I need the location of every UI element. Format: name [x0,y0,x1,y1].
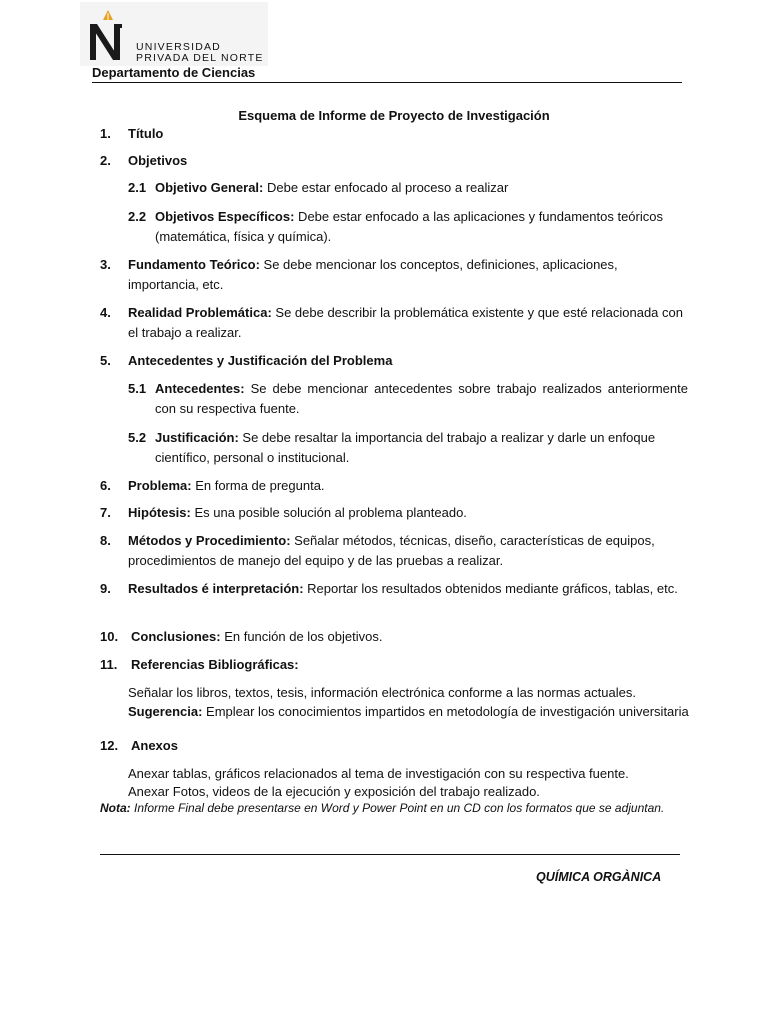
section-title: Título [128,126,164,141]
section-number: 5.1 [128,381,147,396]
section-text: Se debe describir la problemática existente y que esté relacionada con el trabajo a realizar. [128,305,683,340]
footer-divider [100,854,680,855]
section-number: 6. [100,478,111,493]
section-title: Objetivo General: [155,180,264,195]
section-number: 2. [100,153,111,168]
footnote [100,800,690,816]
section-title: Objetivos Específicos: [155,209,295,224]
logo-line-1: UNIVERSIDAD [136,41,221,53]
section-title: Fundamento Teórico: [128,257,260,272]
section-4 [100,303,690,343]
section-title: Antecedentes y Justificación del Problema [128,353,393,368]
section-text: Es una posible solución al problema planteado. [190,505,467,520]
section-number: 10. [100,629,119,644]
section-12 [100,736,690,756]
section-8 [100,531,690,571]
section-title: Métodos y Procedimiento: [128,533,291,548]
department-name: Departamento de Ciencias [92,65,256,80]
document-title: Esquema de Informe de Proyecto de Investigación [238,108,550,123]
section-title: Referencias Bibliográficas: [131,657,299,672]
section-5-1 [128,379,688,419]
section-number: 8. [100,533,111,548]
section-number: 5. [100,353,111,368]
section-number: 1. [100,126,111,141]
section-number: 2.2 [128,209,147,224]
section-title: Anexos [131,738,178,753]
annex-line-1: Anexar tablas, gráficos relacionados al tema de investigación con su respectiva fuente. [128,766,629,781]
section-2-1 [128,178,688,198]
section-number: 7. [100,505,111,520]
section-text: Reportar los resultados obtenidos mediante gráficos, tablas, etc. [303,581,678,596]
section-number: 3. [100,257,111,272]
section-text: Debe estar enfocado a las aplicaciones y fundamentos teóricos (matemática, física y química). [155,209,663,244]
section-title: Justificación: [155,430,239,445]
section-text: En forma de pregunta. [191,478,325,493]
section-title: Conclusiones: [131,629,221,644]
section-title: Hipótesis: [128,505,191,520]
section-number: 5.2 [128,430,147,445]
note-text: Informe Final debe presentarse en Word y Power Point en un CD con los formatos que se adjuntan. [130,801,665,815]
section-number: 4. [100,305,111,320]
section-number: 12. [100,738,119,753]
section-text: Señalar métodos, técnicas, diseño, características de equipos, procedimientos de manejo del equipo y de las pruebas a realizar. [128,533,655,568]
course-name: QUÍMICA ORGÀNICA [536,870,662,884]
suggestion-label: Sugerencia: [128,704,203,719]
section-text: Debe estar enfocado al proceso a realizar [263,180,509,195]
section-number: 9. [100,581,111,596]
section-title: Problema: [128,478,192,493]
logo-line-2: PRIVADA DEL NORTE [136,52,264,64]
header-divider [92,82,682,83]
section-5-2 [128,428,688,468]
university-logo-mark-icon [86,8,126,62]
note-label: Nota: [100,801,131,815]
university-logo [80,2,268,66]
section-5 [100,351,690,371]
section-7 [100,503,690,523]
section-title: Objetivos [128,153,188,168]
section-10 [100,627,690,647]
section-3 [100,255,690,295]
section-text: Se debe mencionar los conceptos, definiciones, aplicaciones, importancia, etc. [128,257,618,292]
section-text: Se debe resaltar la importancia del trabajo a realizar y darle un enfoque científico, personal o institucional. [155,430,656,465]
section-1 [100,124,690,144]
references-text: Señalar los libros, textos, tesis, información electrónica conforme a las normas actuales. [128,685,636,700]
section-11 [100,655,690,675]
section-title: Resultados é interpretación: [128,581,304,596]
section-number: 2.1 [128,180,147,195]
annex-line-2: Anexar Fotos, videos de la ejecución y exposición del trabajo realizado. [128,784,540,799]
annex-paragraph [128,766,698,800]
section-number: 11. [100,657,118,672]
section-9 [100,579,690,599]
section-6 [100,476,690,496]
suggestion-text: Emplear los conocimientos impartidos en metodología de investigación universitaria [202,704,689,719]
references-paragraph [128,685,698,720]
section-title: Realidad Problemática: [128,305,272,320]
section-title: Antecedentes: [155,381,245,396]
section-2-2 [128,207,688,247]
section-text: Se debe mencionar antecedentes sobre trabajo realizados anteriormente con su respectiva fuente. [155,381,688,416]
section-text: En función de los objetivos. [220,629,383,644]
section-2 [100,151,690,171]
